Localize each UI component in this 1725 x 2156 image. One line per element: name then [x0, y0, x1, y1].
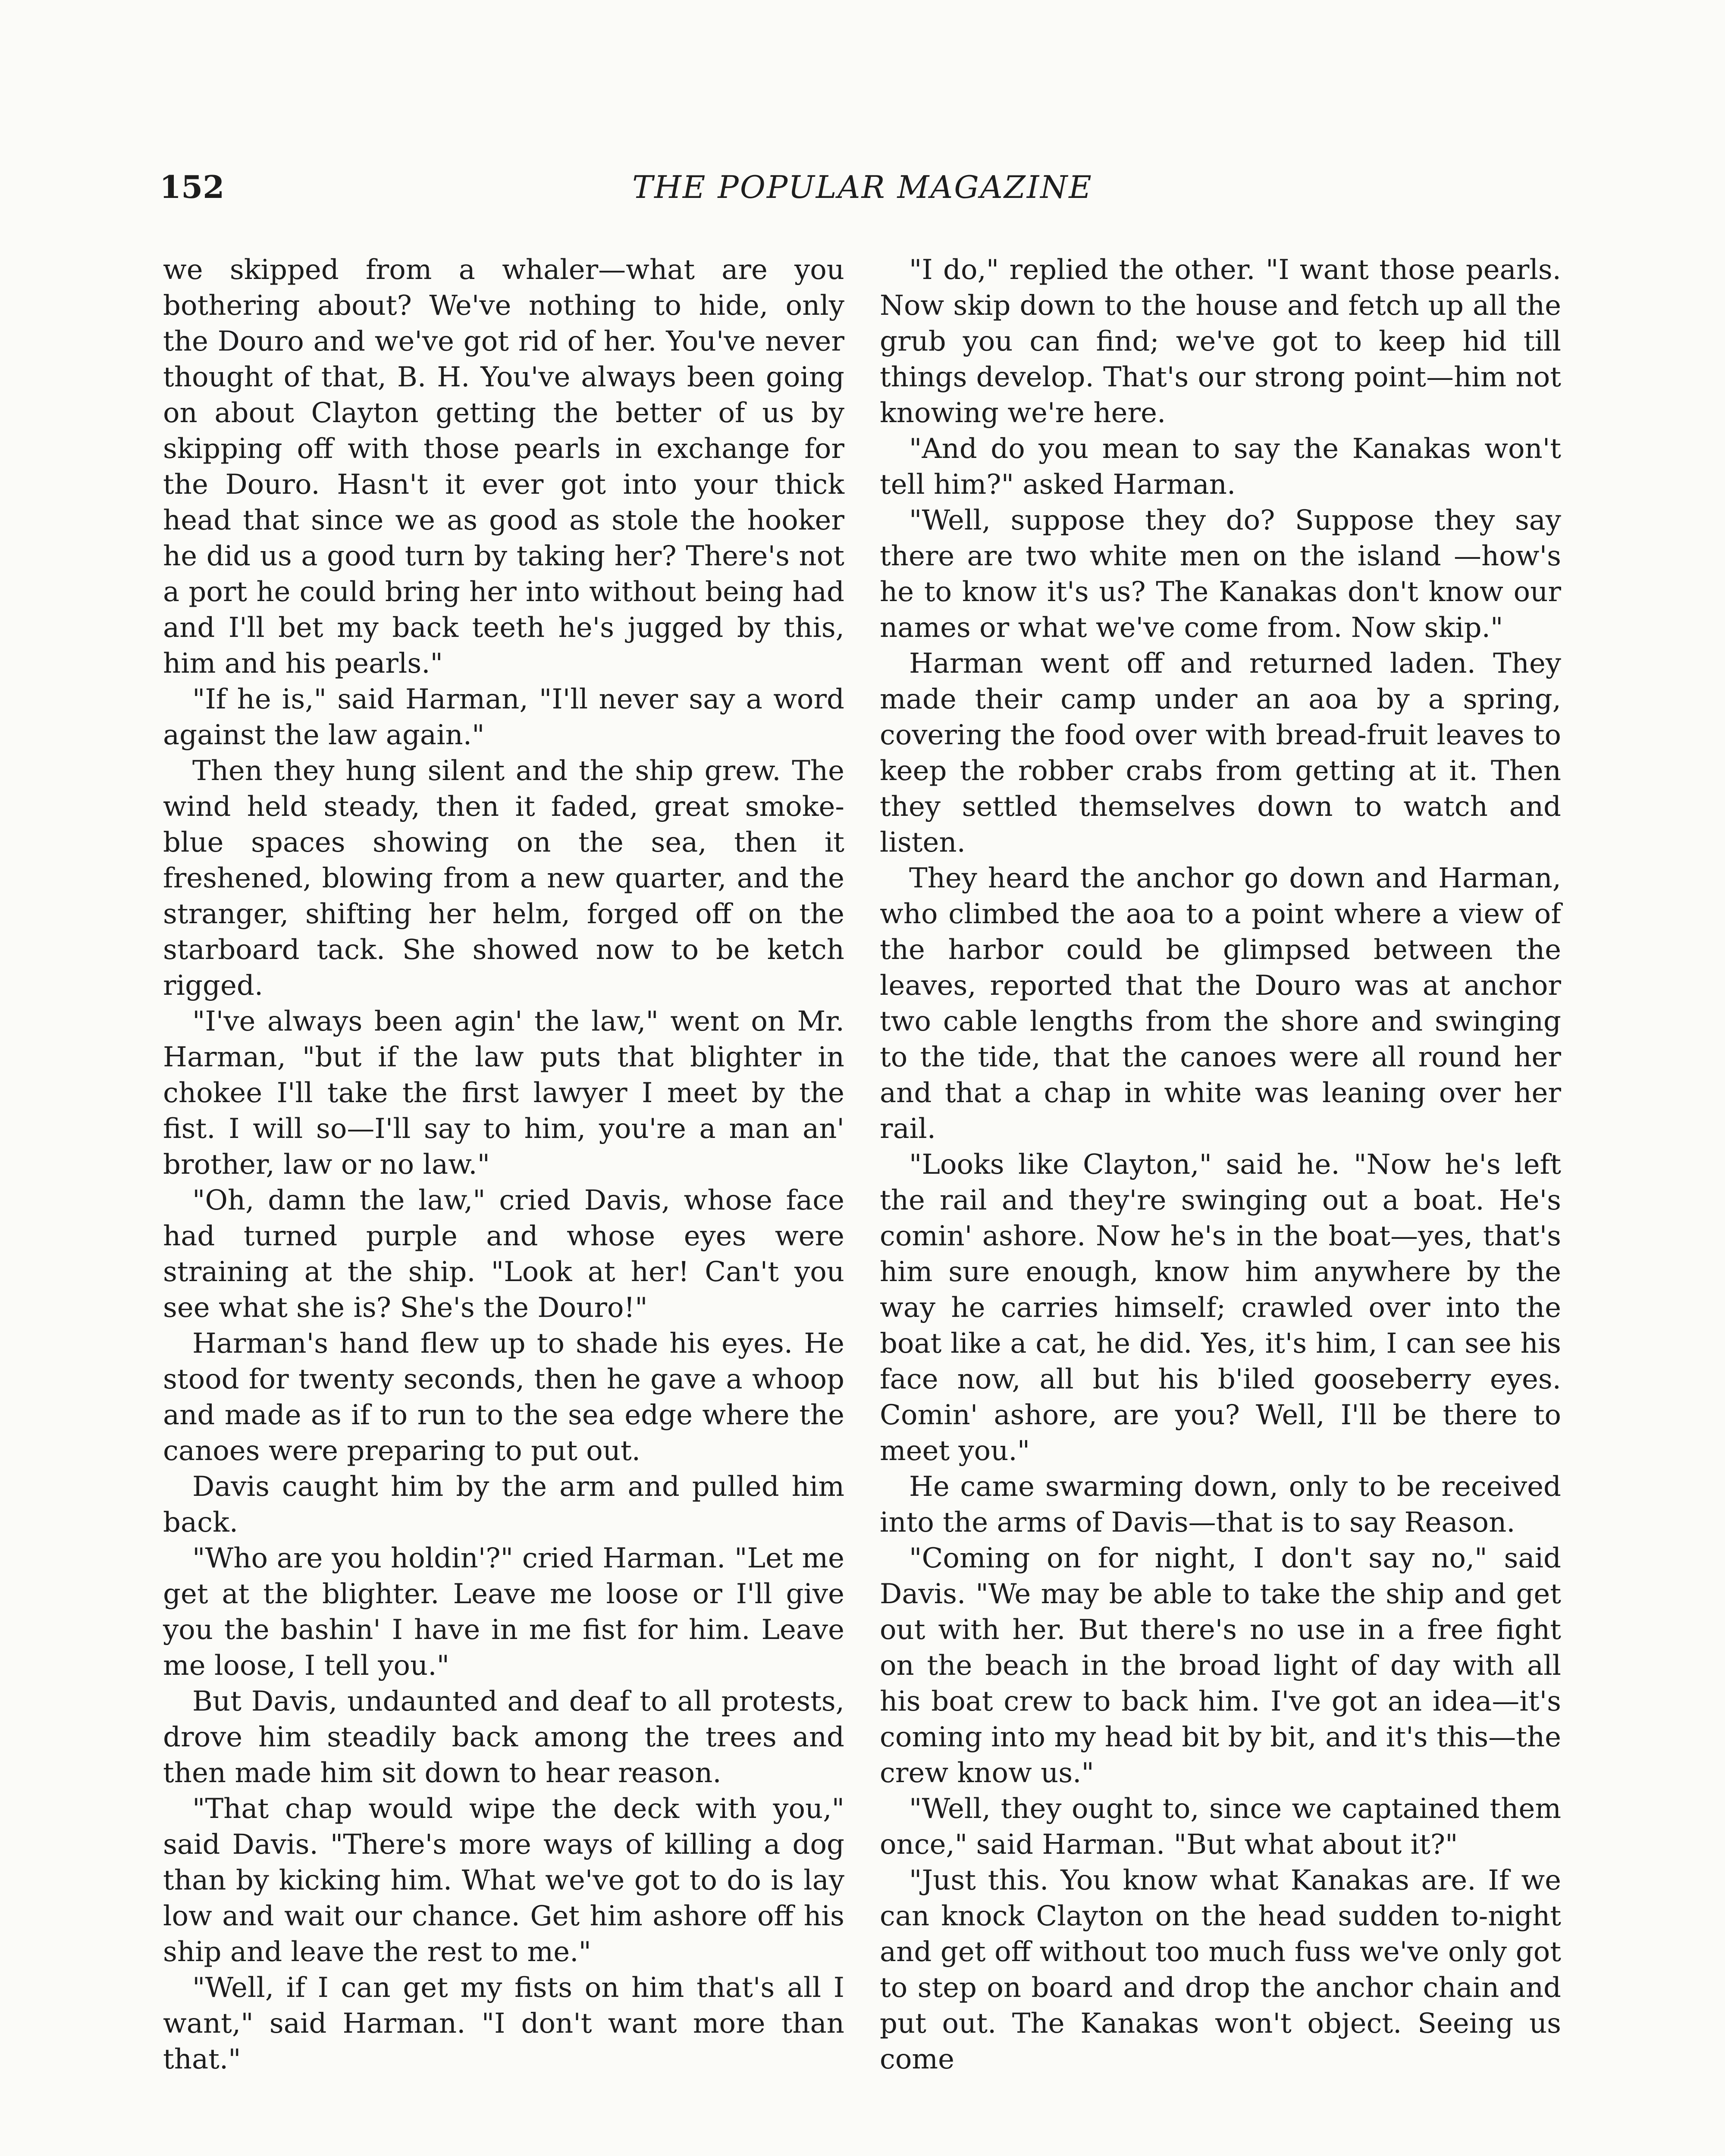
paragraph: Then they hung silent and the ship grew. The wind held steady, then it faded, great smoke-blue spaces showing on the sea, then it freshened, blowing from a new quarter, and the stranger, shifting her helm, forged off on the starboard tack. She showed now to be ketch rigged.	[163, 755, 844, 1002]
paragraph: "Oh, damn the law," cried Davis, whose face had turned purple and whose eyes were straining at the ship. "Look at her! Can't you see what she is? She's the Douro!"	[163, 1185, 844, 1324]
paragraph: "Looks like Clayton," said he. "Now he's left the rail and they're swinging out a boat. He's comin' ashore. Now he's in the boat—yes, that's him sure enough, know him anywhere by the way he carries himself; crawled over into the boat like a cat, he did. Yes, it's him, I can see his face now, all but his b'iled gooseberry eyes. Comin' ashore, are you? Well, I'll be there to meet you."	[880, 1149, 1561, 1467]
running-head: THE POPULAR MAGAZINE	[632, 169, 1093, 205]
paragraph: "I've always been agin' the law," went on Mr. Harman, "but if the law puts that blighter in chokee I'll take the first lawyer I meet by the fist. I will so—I'll say to him, you're a man an' brother, law or no law."	[163, 1006, 844, 1181]
paragraph: "That chap would wipe the deck with you," said Davis. "There's more ways of killing a dog than by kicking him. What we've got to do is lay low and wait our chance. Get him ashore off his ship and leave the rest to me."	[163, 1793, 844, 1968]
page-number: 152	[160, 169, 225, 205]
paragraph: Davis caught him by the arm and pulled him back.	[163, 1471, 844, 1539]
paragraph: Harman's hand flew up to shade his eyes. He stood for twenty seconds, then he gave a whoop and made as if to run to the sea edge where the canoes were preparing to put out.	[163, 1328, 844, 1467]
right-column	[880, 252, 1561, 2078]
left-column	[163, 252, 844, 2078]
paragraph: They heard the anchor go down and Harman, who climbed the aoa to a point where a view of the harbor could be glimpsed between the leaves, reported that the Douro was at anchor two cable lengths from the shore and swinging to the tide, that the canoes were all round her and that a chap in white was leaning over her rail.	[880, 862, 1561, 1145]
paragraph: "Coming on for night, I don't say no," said Davis. "We may be able to take the ship and get out with her. But there's no use in a free fight on the beach in the broad light of day with all his boat crew to back him. I've got an idea—it's coming into my head bit by bit, and it's this—the crew know us."	[880, 1542, 1561, 1789]
paragraph: "Who are you holdin'?" cried Harman. "Let me get at the blighter. Leave me loose or I'll give you the bashin' I have in me fist for him. Leave me loose, I tell you."	[163, 1542, 844, 1682]
paragraph: "Well, suppose they do? Suppose they say there are two white men on the island —how's he to know it's us? The Kanakas don't know our names or what we've come from. Now skip."	[880, 505, 1561, 644]
paragraph: Harman went off and returned laden. They made their camp under an aoa by a spring, covering the food over with bread-fruit leaves to keep the robber crabs from getting at it. Then they settled themselves down to watch and listen.	[880, 648, 1561, 859]
paragraph: "And do you mean to say the Kanakas won't tell him?" asked Harman.	[880, 433, 1561, 501]
paragraph: "Well, they ought to, since we captained them once," said Harman. "But what about it?"	[880, 1793, 1561, 1861]
paragraph: we skipped from a whaler—what are you bothering about? We've nothing to hide, only the Douro and we've got rid of her. You've never thought of that, B. H. You've always been going on about Clayton getting the better of us by skipping off with those pearls in exchange for the Douro. Hasn't it ever got into your thick head that since we as good as stole the hooker he did us a good turn by taking her? There's not a port he could bring her into without being had and I'll bet my back teeth he's jugged by this, him and his pearls."	[163, 254, 844, 680]
paragraph: He came swarming down, only to be received into the arms of Davis—that is to say Reason.	[880, 1471, 1561, 1539]
paragraph: "If he is," said Harman, "I'll never say a word against the law again."	[163, 683, 844, 751]
paragraph: "I do," replied the other. "I want those pearls. Now skip down to the house and fetch up all the grub you can find; we've got to keep hid till things develop. That's our strong point—him not knowing we're here.	[880, 254, 1561, 429]
paragraph: "Well, if I can get my fists on him that's all I want," said Harman. "I don't want more than that."	[163, 1972, 844, 2075]
paragraph: "Just this. You know what Kanakas are. If we can knock Clayton on the head sudden to-night and get off without too much fuss we've only got to step on board and drop the anchor chain and put out. The Kanakas won't object. Seeing us come	[880, 1865, 1561, 2075]
paragraph: But Davis, undaunted and deaf to all protests, drove him steadily back among the trees and then made him sit down to hear reason.	[163, 1686, 844, 1789]
